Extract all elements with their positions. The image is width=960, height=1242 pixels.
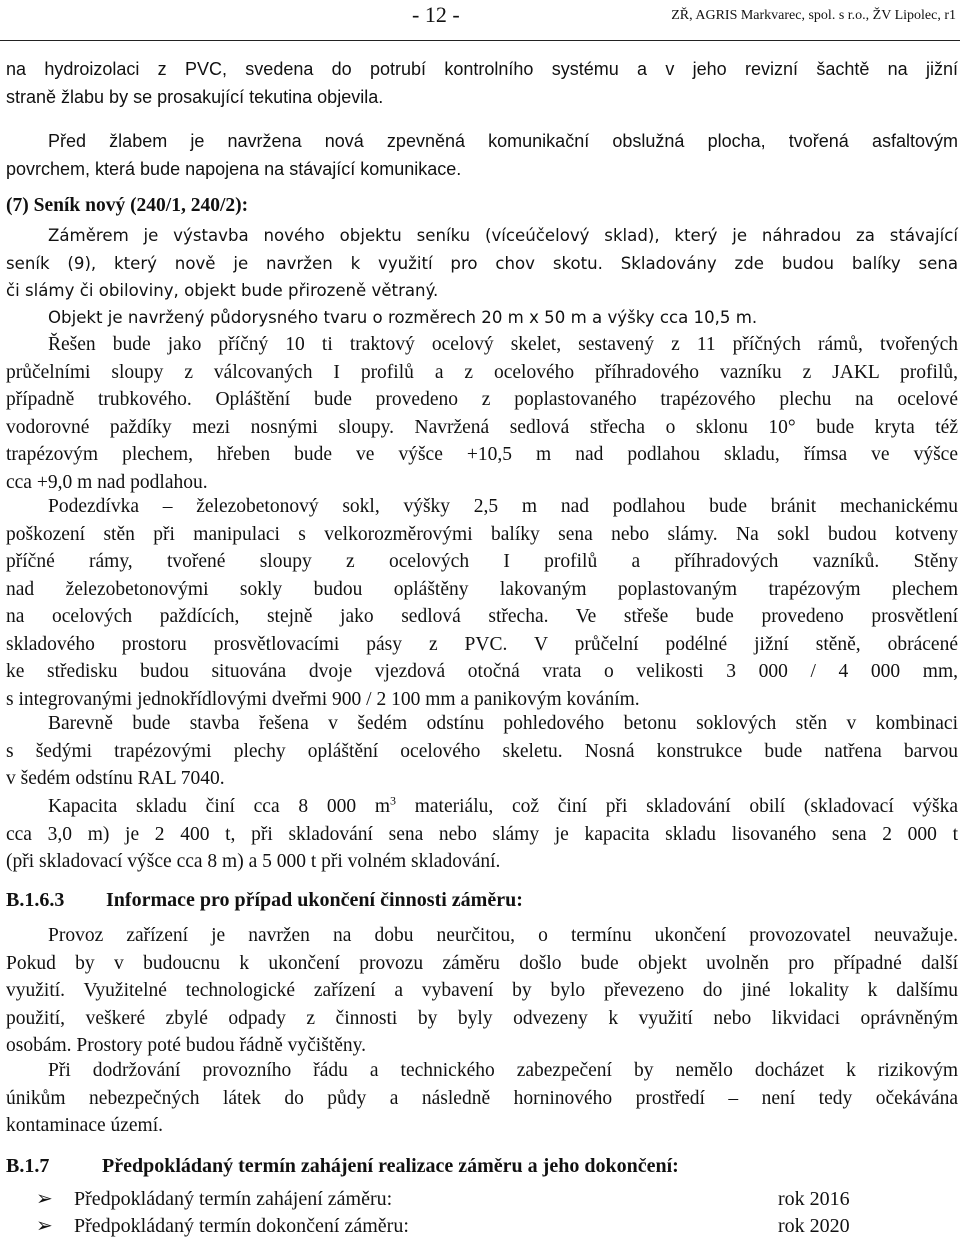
section-b163-heading <box>6 886 958 916</box>
list-item-value: rok 2020 <box>778 1215 850 1237</box>
section-7-paragraph-3 <box>6 331 958 496</box>
capacity-text-before: Kapacita skladu činí cca 8 000 m <box>48 796 390 817</box>
text-line: Podezdívka – železobetonový sokl, výšky 2,5 m nad podlahou bude bránit mechanickému <box>48 496 958 517</box>
text-line: Objekt je navržený půdorysného tvaru o rozměrech 20 m x 50 m a výšky cca 10,5 m. <box>48 308 758 327</box>
paragraph-intro-2 <box>6 128 958 183</box>
text-line: Před žlabem je navržena nová zpevněná komunikační obslužná plocha, tvořená asfaltovým <box>48 131 958 151</box>
page-header <box>0 0 960 40</box>
section-7-paragraph-4 <box>6 493 958 713</box>
text-line: trapézovým plechem, hřeben bude ve výšce +10,5 m nad podlahou skladu, římsa ve výšce <box>6 444 958 465</box>
section-heading: (7) Seník nový (240/1, 240/2): <box>6 195 249 216</box>
page-number: - 12 - <box>412 2 460 27</box>
arrow-bullet-icon: ➢ <box>36 1188 53 1210</box>
list-item-label: Předpokládaný termín zahájení záměru: <box>74 1188 393 1210</box>
text-line: případně trubkového. Opláštění bude provedeno z poplastovaného trapézového plechu na ocelové <box>6 389 958 410</box>
text-line: s šedými trapézovými plechy opláštění ocelového skeletu. Nosná konstrukce bude natřena barvou <box>6 740 958 762</box>
section-number: B.1.6.3 <box>6 889 65 911</box>
text-line: na hydroizolaci z PVC, svedena do potrubí kontrolního systému a v jeho revizní šachtě na jižní <box>6 59 958 79</box>
text-line: straně žlabu by se prosakující tekutina objevila. <box>6 86 384 107</box>
section-b17-heading <box>6 1152 958 1182</box>
section-title: Informace pro případ ukončení činnosti záměru: <box>106 889 523 911</box>
text-line: průčelními sloupy z válcovaných I profilů a z ocelového příhradového vazníku z JAKL profilů, <box>6 361 958 383</box>
section-b163-paragraph-2 <box>6 1057 958 1140</box>
text-line: skladového prostoru prosvětlovacími pásy z PVC. V průčelní podélné jižní stěně, obrácené <box>6 633 958 655</box>
text-line: cca +9,0 m nad podlahou. <box>6 471 208 493</box>
section-title: Předpokládaný termín zahájení realizace záměru a jeho dokončení: <box>102 1155 679 1177</box>
text-line: (při skladovací výšce cca 8 m) a 5 000 t při volném skladování. <box>6 851 501 872</box>
section-7-paragraph-5 <box>6 710 958 793</box>
paragraph-intro-1 <box>6 56 958 111</box>
section-7-paragraph-1 <box>6 222 958 305</box>
list-item-value: rok 2016 <box>778 1188 850 1210</box>
arrow-bullet-icon: ➢ <box>36 1215 53 1237</box>
section-7-paragraph-6 <box>6 793 958 876</box>
superscript-3: 3 <box>390 793 396 808</box>
header-divider <box>0 40 960 41</box>
section-7-heading <box>6 192 958 220</box>
text-line: Záměrem je výstavba nového objektu seníku (víceúčelový sklad), který je náhradou za stávající <box>48 226 958 245</box>
text-line: osobám. Prostory poté budou řádně vyčištěny. <box>6 1035 366 1056</box>
text-line: povrchem, která bude napojena na stávající komunikace. <box>6 158 462 179</box>
text-line: v šedém odstínu RAL 7040. <box>6 768 225 789</box>
section-b163-paragraph-1 <box>6 922 958 1060</box>
text-line: použití, veškeré zbylé odpady z činnosti by byly odvezeny k využití nebo likvidaci oprávněným <box>6 1007 958 1029</box>
text-line: únikům nebezpečných látek do půdy a následně horninového prostředí – není tedy očekávána <box>6 1087 958 1109</box>
text-line: poškození stěn při manipulaci s velkorozměrovými balíky sena nebo slámy. Na sokl budou kotveny <box>6 523 958 545</box>
text-line: kontaminace území. <box>6 1115 164 1136</box>
text-line: Při dodržování provozního řádu a technického zabezpečení by nemělo docházet k rizikovým <box>48 1060 958 1081</box>
text-line: nad železobetonovými sokly budou opláštěny lakovaným poplastovaným trapézovým plechem <box>6 578 958 600</box>
header-document-ref: ZŘ, AGRIS Markvarec, spol. s r.o., ŽV Lipolec, r1 <box>671 8 956 23</box>
text-line: ke středisku budou situována dvoje vjezdová otočná vrata o velikosti 3 000 / 4 000 mm, <box>6 661 958 682</box>
capacity-text-after: materiálu, což činí při skladování obilí (skladovací výška <box>396 796 958 817</box>
text-line: Provoz zařízení je navržen na dobu neurčitou, o termínu ukončení provozovatel neuvažuje. <box>48 925 958 946</box>
text-line: s integrovanými jednokřídlovými dveřmi 900 / 2 100 mm a panikovým kováním. <box>6 688 640 710</box>
text-line: cca 3,0 m) je 2 400 t, při skladování sena nebo slámy je kapacita skladu lisovaného sena 2 000 t <box>6 823 958 845</box>
text-line: vodorovné paždíky mezi nosnými sloupy. Navržená sedlová střecha o sklonu 10° bude kryta též <box>6 416 958 438</box>
text-line: seník (9), který nově je navržen k využití pro chov skotu. Skladovány zde budou balíky sena <box>6 253 958 273</box>
section-7-paragraph-2 <box>6 304 958 332</box>
list-item-end-date <box>36 1213 936 1240</box>
text-line: či slámy či obiloviny, objekt bude přirozeně větraný. <box>6 281 439 300</box>
text-line: Pokud by v budoucnu k ukončení provozu záměru došlo bude objekt uvolněn pro případné další <box>6 952 958 974</box>
text-line: příčné rámy, tvořené sloupy z ocelových I profilů a příhradových vazníků. Stěny <box>6 551 958 572</box>
list-item-label: Předpokládaný termín dokončení záměru: <box>74 1215 409 1237</box>
text-line: Barevně bude stavba řešena v šedém odstínu pohledového betonu soklových stěn v kombinaci <box>48 713 958 734</box>
text-line: využití. Využitelné technologické zařízení a vybavení by bylo převezeno do jiné lokality k dalšímu <box>6 980 958 1001</box>
text-line: Řešen bude jako příčný 10 ti traktový ocelový skelet, sestavený z 11 příčných rámů, tvořených <box>48 334 958 355</box>
section-number: B.1.7 <box>6 1155 50 1177</box>
text-line-capacity <box>6 793 958 821</box>
text-line: na ocelových paždících, stejně jako sedlová střecha. Ve střeše bude provedeno prosvětlení <box>6 606 958 627</box>
list-item-start-date <box>36 1186 936 1213</box>
